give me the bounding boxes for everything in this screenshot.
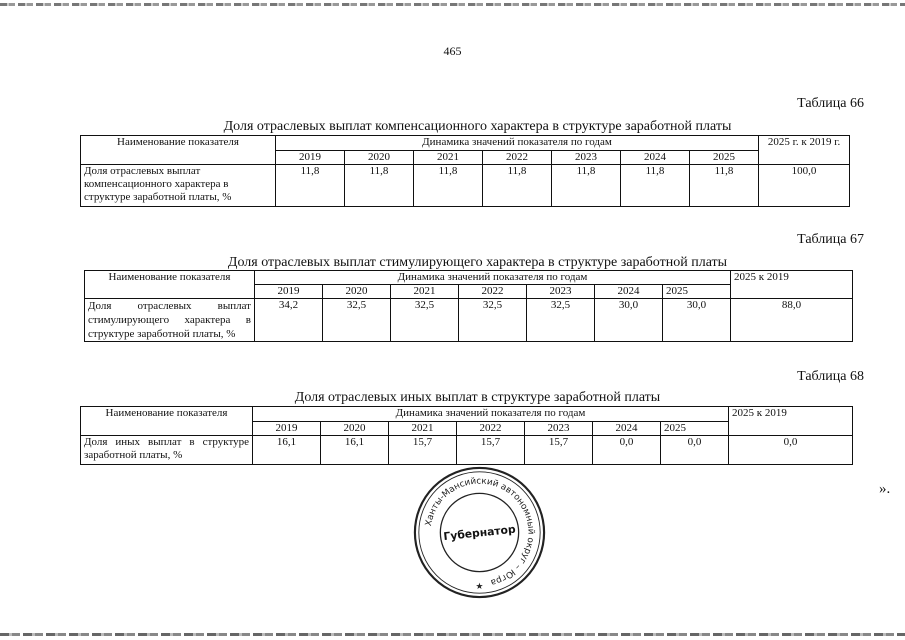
seal-center-text: Губернатор — [442, 522, 517, 544]
cell-value: 11,8 — [621, 165, 690, 207]
year-header: 2022 — [483, 151, 552, 165]
year-header: 2019 — [253, 422, 321, 436]
year-header: 2025 — [663, 285, 731, 299]
year-header: 2024 — [621, 151, 690, 165]
table-66-label: Таблица 66 — [797, 96, 864, 111]
year-header: 2022 — [457, 422, 525, 436]
year-header: 2025 — [690, 151, 759, 165]
table-row — [85, 299, 853, 342]
year-header: 2020 — [321, 422, 389, 436]
scan-edge-bottom — [0, 633, 905, 636]
table-row — [81, 436, 853, 465]
year-header: 2024 — [593, 422, 661, 436]
cell-value: 16,1 — [253, 436, 321, 465]
year-header: 2020 — [323, 285, 391, 299]
cell-value: 32,5 — [391, 299, 459, 342]
year-header: 2019 — [276, 151, 345, 165]
cell-value: 16,1 — [321, 436, 389, 465]
table-68-label: Таблица 68 — [797, 369, 864, 384]
column-header-name: Наименование показателя — [85, 271, 255, 299]
table-66-title: Доля отраслевых выплат компенсационного характера в структуре заработной платы — [223, 119, 732, 134]
column-header-dynamics: Динамика значений показателя по годам — [255, 271, 731, 285]
column-header-ratio: 2025 г. к 2019 г. — [759, 136, 850, 165]
column-header-dynamics: Динамика значений показателя по годам — [253, 407, 729, 422]
column-header-name: Наименование показателя — [81, 136, 276, 165]
year-header: 2021 — [389, 422, 457, 436]
cell-value: 32,5 — [459, 299, 527, 342]
row-indicator-name: Доля иных выплат в структуре заработной платы, % — [81, 436, 253, 465]
column-header-name: Наименование показателя — [81, 407, 253, 436]
row-indicator-name: Доля отраслевых выплат стимулирующего характера в структуре заработной платы, % — [85, 299, 255, 342]
year-header: 2025 — [661, 422, 729, 436]
page-number: 465 — [443, 44, 462, 58]
year-header: 2022 — [459, 285, 527, 299]
cell-value: 11,8 — [276, 165, 345, 207]
scan-edge-top — [0, 3, 905, 6]
cell-value: 32,5 — [527, 299, 595, 342]
year-header: 2019 — [255, 285, 323, 299]
closing-quote-mark: ». — [879, 481, 891, 497]
governor-seal — [411, 464, 548, 601]
cell-value: 15,7 — [457, 436, 525, 465]
cell-ratio: 88,0 — [731, 299, 853, 342]
seal-star-icon: ★ — [475, 582, 484, 593]
cell-value: 11,8 — [345, 165, 414, 207]
year-header: 2023 — [527, 285, 595, 299]
column-header-ratio: 2025 к 2019 — [729, 407, 853, 436]
cell-value: 15,7 — [389, 436, 457, 465]
year-header: 2023 — [525, 422, 593, 436]
cell-value: 30,0 — [595, 299, 663, 342]
cell-value: 11,8 — [414, 165, 483, 207]
table-68-title: Доля отраслевых иных выплат в структуре заработной платы — [294, 390, 661, 405]
column-header-dynamics: Динамика значений показателя по годам — [276, 136, 759, 151]
table-67-label: Таблица 67 — [797, 232, 864, 247]
cell-value: 11,8 — [690, 165, 759, 207]
cell-value: 30,0 — [663, 299, 731, 342]
year-header: 2023 — [552, 151, 621, 165]
cell-value: 15,7 — [525, 436, 593, 465]
seal-ring-text: Ханты-Мансийский автономный округ – Югра — [423, 476, 536, 588]
cell-value: 0,0 — [593, 436, 661, 465]
cell-ratio: 0,0 — [729, 436, 853, 465]
year-header: 2020 — [345, 151, 414, 165]
column-header-ratio: 2025 к 2019 — [731, 271, 853, 299]
year-header: 2021 — [391, 285, 459, 299]
table-67-title: Доля отраслевых выплат стимулирующего характера в структуре заработной платы — [227, 255, 728, 270]
cell-value: 11,8 — [552, 165, 621, 207]
cell-value: 34,2 — [255, 299, 323, 342]
table-row — [81, 165, 850, 207]
cell-value: 0,0 — [661, 436, 729, 465]
table-67 — [84, 270, 853, 342]
cell-value: 11,8 — [483, 165, 552, 207]
year-header: 2024 — [595, 285, 663, 299]
cell-ratio: 100,0 — [759, 165, 850, 207]
table-68 — [80, 406, 853, 465]
row-indicator-name: Доля отраслевых выплат компенсационного характера в структуре заработной платы, % — [81, 165, 276, 207]
cell-value: 32,5 — [323, 299, 391, 342]
table-66 — [80, 135, 850, 207]
year-header: 2021 — [414, 151, 483, 165]
